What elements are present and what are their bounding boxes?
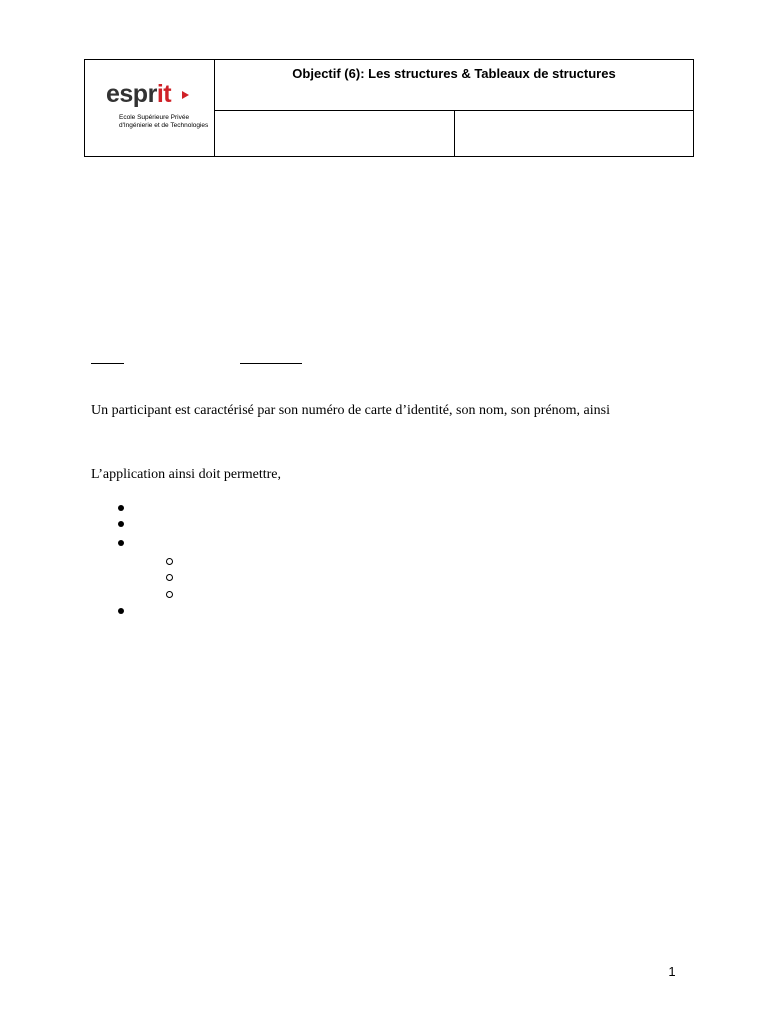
underline-mark-1 <box>91 363 124 364</box>
logo-arrow-icon <box>182 91 189 99</box>
sub-bullet-2 <box>166 574 173 581</box>
bullet-4 <box>118 608 124 614</box>
logo-cell <box>85 60 215 157</box>
sub-bullet-3 <box>166 591 173 598</box>
participant-paragraph: Un participant est caractérisé par son numéro de carte d’identité, son nom, son prénom, ainsi <box>91 403 610 418</box>
application-intro: L’application ainsi doit permettre, <box>91 467 281 482</box>
logo-word-prefix: espr <box>106 80 157 108</box>
underline-mark-2 <box>240 363 302 364</box>
bullet-2 <box>118 521 124 527</box>
header-cell-right <box>454 111 694 157</box>
page-number: 1 <box>668 964 676 979</box>
logo-word-suffix: it <box>156 80 172 108</box>
esprit-logo <box>106 82 171 107</box>
bullet-1 <box>118 505 124 511</box>
sub-bullet-1 <box>166 558 173 565</box>
header-table <box>84 59 694 157</box>
document-title: Objectif (6): Les structures & Tableaux de structures <box>215 60 694 111</box>
logo-subtitle: Ecole Supérieure Privée d'Ingénierie et de Technologies <box>119 114 209 129</box>
bullet-3 <box>118 540 124 546</box>
header-cell-left <box>215 111 455 157</box>
